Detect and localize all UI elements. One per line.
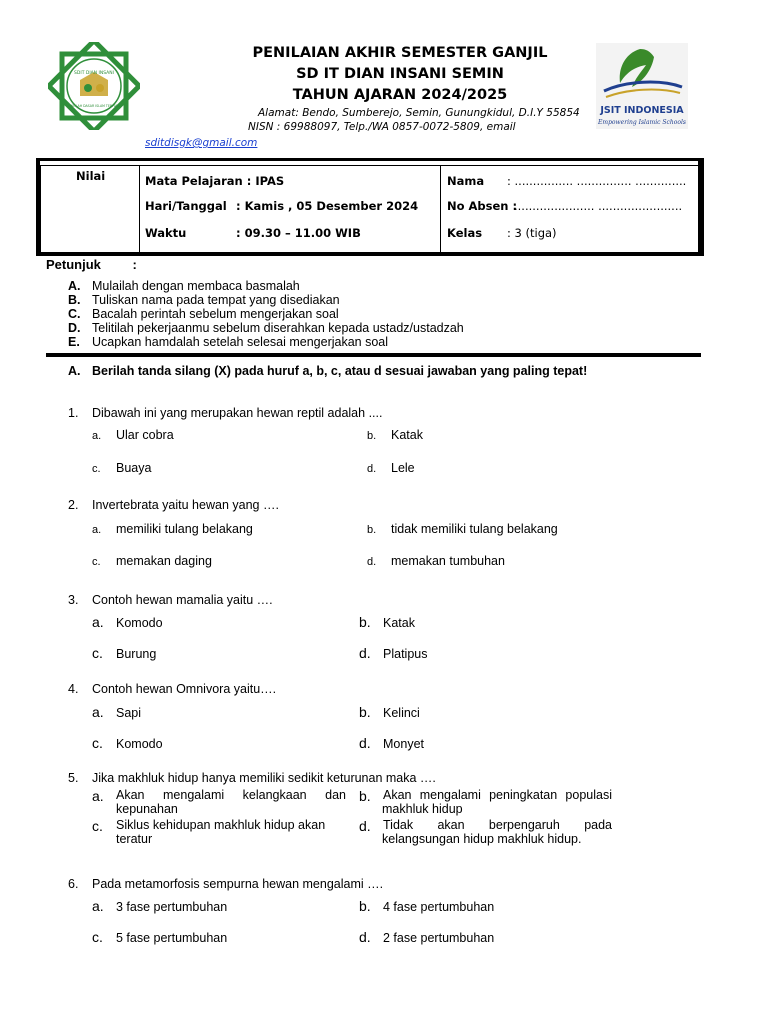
kelas-label: Kelas: [447, 226, 483, 240]
petunjuk-item: B. Tuliskan nama pada tempat yang disediakan: [68, 293, 340, 307]
q5-option-c[interactable]: c. Siklus kehidupan makhluk hidup akan teratur: [92, 818, 326, 846]
title-line-2: SD IT DIAN INSANI SEMIN: [296, 66, 504, 82]
question-2: 2. Invertebrata yaitu hewan yang ….: [68, 498, 279, 512]
name-field[interactable]: : ................ ............... ..............: [507, 174, 687, 188]
q3-option-a[interactable]: a. Komodo: [92, 614, 163, 630]
q1-option-b[interactable]: b. Katak: [367, 428, 423, 442]
q4-option-d[interactable]: d. Monyet: [359, 735, 424, 751]
q6-option-d[interactable]: d. 2 fase pertumbuhan: [359, 929, 495, 945]
q2-option-a[interactable]: a. memiliki tulang belakang: [92, 522, 253, 536]
question-5: 5. Jika makhluk hidup hanya memiliki sedikit keturunan maka ….: [68, 771, 436, 785]
kelas-value: : 3 (tiga): [507, 226, 557, 240]
nilai-label: Nilai: [76, 169, 106, 183]
section-divider: [46, 353, 701, 357]
q5-option-b[interactable]: b. Akan mengalami peningkatan populasi makhluk hidup: [359, 788, 612, 816]
q2-option-c[interactable]: c. memakan daging: [92, 554, 212, 568]
q1-option-d[interactable]: d. Lele: [367, 461, 415, 475]
q1-option-c[interactable]: c. Buaya: [92, 461, 152, 475]
q6-option-c[interactable]: c. 5 fase pertumbuhan: [92, 929, 228, 945]
q5-option-d[interactable]: d. Tidak akan berpengaruh pada kelangsungan hidup makhluk hidup.: [359, 818, 612, 846]
info-box-divider-1: [139, 166, 140, 252]
q1-option-a[interactable]: a. Ular cobra: [92, 428, 174, 442]
school-address: Alamat: Bendo, Sumberejo, Semin, Gunungkidul, D.I.Y 55854: [258, 107, 580, 119]
q3-option-c[interactable]: c. Burung: [92, 645, 157, 661]
section-a-heading: A. Berilah tanda silang (X) pada huruf a, b, c, atau d sesuai jawaban yang paling tepat!: [68, 364, 588, 378]
q4-option-b[interactable]: b. Kelinci: [359, 704, 420, 720]
petunjuk-item: A. Mulailah dengan membaca basmalah: [68, 279, 300, 293]
q6-option-b[interactable]: b. 4 fase pertumbuhan: [359, 898, 495, 914]
absen-field[interactable]: ...................... .......................: [514, 199, 683, 213]
petunjuk-item: D. Telitilah pekerjaanmu sebelum diserahkan kepada ustadz/ustadzah: [68, 321, 464, 335]
absen-label: No Absen :: [447, 199, 518, 213]
jsit-logo-text: JSIT INDONESIA: [600, 105, 684, 116]
q3-option-d[interactable]: d. Platipus: [359, 645, 428, 661]
logo-text-bottom: SEKOLAH DASAR ISLAM TERPADU: [67, 104, 121, 108]
name-label: Nama: [447, 174, 485, 188]
logo-text-top: SDIT DIAN INSANI: [74, 71, 114, 76]
jsit-logo-tagline: Empowering Islamic Schools: [598, 119, 686, 126]
school-logo: [48, 42, 140, 130]
q3-option-b[interactable]: b. Katak: [359, 614, 415, 630]
q4-option-c[interactable]: c. Komodo: [92, 735, 163, 751]
q2-option-b[interactable]: b. tidak memiliki tulang belakang: [367, 522, 558, 536]
petunjuk-colon: :: [132, 257, 137, 272]
question-3: 3. Contoh hewan mamalia yaitu ….: [68, 593, 273, 607]
jsit-logo: [596, 43, 688, 129]
question-4: 4. Contoh hewan Omnivora yaitu….: [68, 682, 277, 696]
petunjuk-text: Petunjuk: [46, 257, 101, 272]
petunjuk-label: [46, 257, 137, 272]
question-6: 6. Pada metamorfosis sempurna hewan mengalami ….: [68, 877, 384, 891]
q4-option-a[interactable]: a. Sapi: [92, 704, 142, 720]
title-line-1: PENILAIAN AKHIR SEMESTER GANJIL: [252, 45, 548, 61]
title-line-3: TAHUN AJARAN 2024/2025: [292, 87, 508, 103]
info-box-divider-2: [440, 166, 441, 252]
petunjuk-item: C. Bacalah perintah sebelum mengerjakan soal: [68, 307, 339, 321]
email-link[interactable]: sditdisgk@gmail.com: [145, 137, 258, 149]
school-contact: NISN : 69988097, Telp./WA 0857-0072-5809, email: [248, 121, 516, 133]
q5-option-a[interactable]: a. Akan mengalami kelangkaan dan kepunahan: [92, 788, 346, 816]
q2-option-d[interactable]: d. memakan tumbuhan: [367, 554, 505, 568]
petunjuk-item: E. Ucapkan hamdalah setelah selesai mengerjakan soal: [68, 335, 389, 349]
subject-label: Mata Pelajaran : IPAS: [145, 174, 285, 188]
date-label: Hari/Tanggal: [145, 199, 227, 213]
time-value: : 09.30 – 11.00 WIB: [236, 226, 361, 240]
date-value: : Kamis , 05 Desember 2024: [236, 199, 419, 213]
time-label: Waktu: [145, 226, 187, 240]
question-1: 1. Dibawah ini yang merupakan hewan reptil adalah ....: [68, 406, 383, 420]
q6-option-a[interactable]: a. 3 fase pertumbuhan: [92, 898, 228, 914]
